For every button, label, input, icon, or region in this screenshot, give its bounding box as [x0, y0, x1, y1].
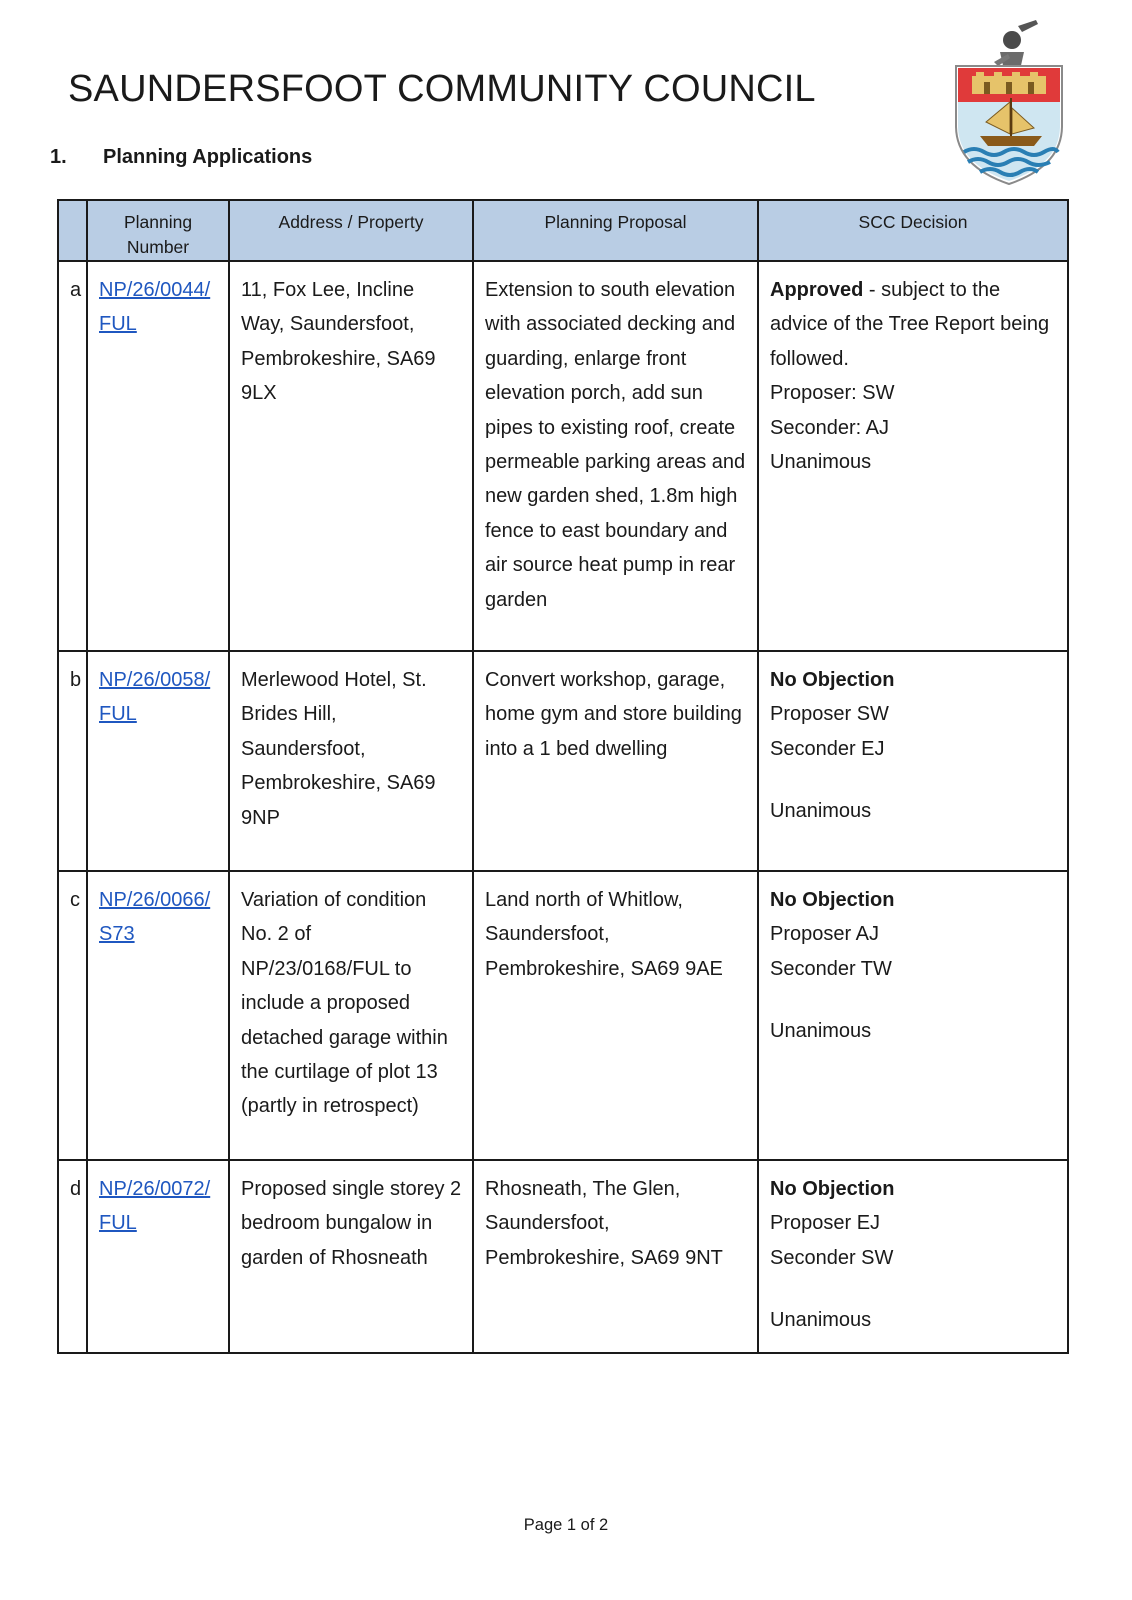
column-header: Planning Number: [87, 200, 229, 261]
decision-status: Approved: [770, 279, 864, 301]
proposal-cell: Land north of Whitlow, Saundersfoot, Pembrokeshire, SA69 9AE: [473, 871, 758, 1160]
decision-cell: [758, 651, 1068, 871]
address-cell: 11, Fox Lee, Incline Way, Saundersfoot, Pembrokeshire, SA69 9LX: [229, 261, 473, 651]
table-row: [58, 651, 1068, 871]
council-crest-logo: [950, 18, 1068, 186]
section-title: Planning Applications: [103, 146, 313, 168]
letter-column-header: [58, 200, 87, 261]
proposer: Proposer: SW: [770, 382, 895, 405]
decision-status: No Objection: [770, 1178, 895, 1200]
planning-number-cell: [87, 261, 229, 651]
planning-number-link[interactable]: NP/26/0072/ FUL: [99, 1178, 211, 1235]
section-heading: [50, 146, 312, 169]
table-header-row: [58, 200, 1068, 261]
planning-number-link[interactable]: NP/26/0058/ FUL: [99, 669, 211, 726]
page-number: Page 1 of 2: [523, 1516, 609, 1534]
planning-number-cell: [87, 1160, 229, 1353]
proposal-cell: Rhosneath, The Glen, Saundersfoot, Pembrokeshire, SA69 9NT: [473, 1160, 758, 1353]
table-row: [58, 871, 1068, 1160]
decision-cell: [758, 261, 1068, 651]
table-row: [58, 1160, 1068, 1353]
proposer: Proposer EJ: [770, 1212, 881, 1235]
vote-result: Unanimous: [770, 800, 872, 823]
proposal-cell: Extension to south elevation with associated decking and guarding, enlarge front elevation porch, add sun pipes to existing roof, create permeable parking areas and new garden shed, 1.8m high fence to east boundary and air source heat pump in rear garden: [473, 261, 758, 651]
row-letter: c: [58, 871, 87, 1160]
decision-cell: [758, 871, 1068, 1160]
section-number: 1.: [50, 146, 67, 168]
proposer: Proposer SW: [770, 703, 889, 726]
vote-result: Unanimous: [770, 451, 872, 474]
planning-number-link[interactable]: NP/26/0044/ FUL: [99, 279, 211, 336]
planning-applications-table: [57, 199, 1069, 1354]
planning-number-cell: [87, 871, 229, 1160]
decision-note: - subject to the advice of the Tree Report being followed.: [770, 279, 1050, 370]
address-cell: Proposed single storey 2 bedroom bungalow in garden of Rhosneath: [229, 1160, 473, 1353]
column-header: Address / Property: [229, 200, 473, 261]
decision-status: No Objection: [770, 889, 895, 911]
row-letter: b: [58, 651, 87, 871]
proposer: Proposer AJ: [770, 923, 879, 946]
planning-number-cell: [87, 651, 229, 871]
address-cell: Variation of condition No. 2 of NP/23/0168/FUL to include a proposed detached garage within the curtilage of plot 13 (partly in retrospect): [229, 871, 473, 1160]
address-cell: Merlewood Hotel, St. Brides Hill, Saundersfoot, Pembrokeshire, SA69 9NP: [229, 651, 473, 871]
seconder: Seconder: AJ: [770, 416, 889, 439]
proposal-cell: Convert workshop, garage, home gym and store building into a 1 bed dwelling: [473, 651, 758, 871]
decision-status: No Objection: [770, 669, 895, 691]
table-row: [58, 261, 1068, 651]
vote-result: Unanimous: [770, 1309, 872, 1332]
decision-cell: [758, 1160, 1068, 1353]
planning-number-link[interactable]: NP/26/0066/ S73: [99, 889, 211, 946]
row-letter: d: [58, 1160, 87, 1353]
seconder: Seconder EJ: [770, 737, 885, 760]
column-header: SCC Decision: [758, 200, 1068, 261]
vote-result: Unanimous: [770, 1020, 872, 1043]
seconder: Seconder TW: [770, 957, 892, 980]
row-letter: a: [58, 261, 87, 651]
seconder: Seconder SW: [770, 1246, 894, 1269]
page-title: SAUNDERSFOOT COMMUNITY COUNCIL: [68, 68, 816, 110]
column-header: Planning Proposal: [473, 200, 758, 261]
